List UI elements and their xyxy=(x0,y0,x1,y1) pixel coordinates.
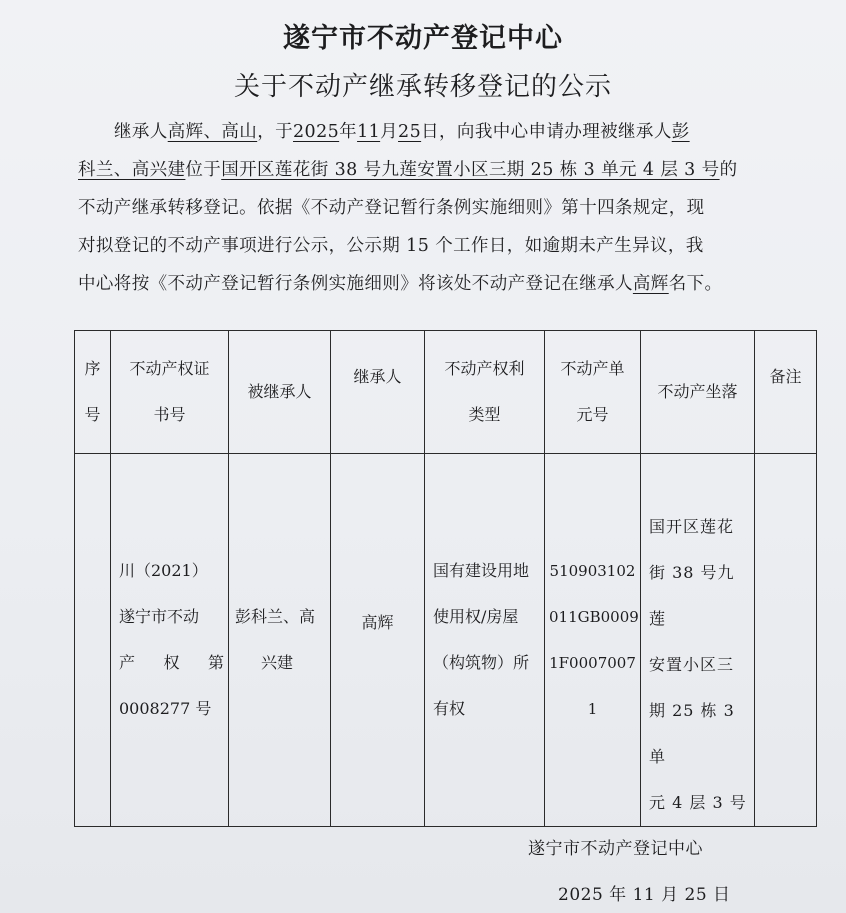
registered-heir: 高辉 xyxy=(632,274,669,294)
body-line-2 xyxy=(78,151,788,189)
text-on: ，于 xyxy=(257,122,294,142)
header-location: 不动产坐落 xyxy=(641,331,755,454)
notice-title: 关于不动产继承转移登记的公示 xyxy=(233,72,612,102)
header-unit-no: 不动产单 元号 xyxy=(545,331,641,454)
header-decedent: 被继承人 xyxy=(229,331,331,454)
text-register: 中心将按《不动产登记暂行条例实施细则》将该处不动产登记在继承人 xyxy=(78,274,633,294)
cell-remark xyxy=(755,454,817,827)
body-line-1 xyxy=(78,113,788,151)
cell-cert-no: 川（2021） 遂宁市不动 产 权 第 0008277 号 xyxy=(111,454,229,827)
heir-names: 高辉、高山 xyxy=(167,122,258,142)
header-remark: 备注 xyxy=(755,331,817,454)
cell-unit-no: 510903102 011GB0009 1F0007007 1 xyxy=(545,454,641,827)
text-name-under: 名下。 xyxy=(668,274,723,294)
text-month: 月 xyxy=(380,122,399,142)
text-of: 的 xyxy=(719,160,738,180)
decedent-names-part1: 彭 xyxy=(671,122,690,142)
text-heir-label: 继承人 xyxy=(114,122,168,142)
property-location: 国开区莲花街 38 号九莲安置小区三期 25 栋 3 单元 4 层 3 号 xyxy=(221,160,720,180)
header-cert: 不动产权证 书号 xyxy=(111,331,229,454)
body-line-4: 对拟登记的不动产事项进行公示，公示期 15 个工作日，如逾期未产生异议，我 xyxy=(78,236,704,256)
body-line-5 xyxy=(78,265,788,303)
table-row xyxy=(75,454,817,827)
table-header-row xyxy=(75,331,817,454)
apply-month: 11 xyxy=(357,122,381,142)
footer-date: 2025 年 11 月 25 日 xyxy=(558,885,731,905)
cell-location: 国开区莲花 街 38 号九莲 安置小区三 期 25 栋 3 单 元 4 层 3 号 xyxy=(641,454,755,827)
registration-table xyxy=(74,330,817,827)
cell-seq xyxy=(75,454,111,827)
decedent-names-part2: 科兰、高兴建 xyxy=(78,160,186,180)
apply-day: 25 xyxy=(398,122,422,142)
header-seq: 序 号 xyxy=(75,331,111,454)
notice-body xyxy=(78,113,788,303)
header-heir: 继承人 xyxy=(331,331,425,454)
body-line-3: 不动产继承转移登记。依据《不动产登记暂行条例实施细则》第十四条规定，现 xyxy=(78,198,705,218)
apply-year: 2025 xyxy=(293,122,340,142)
cell-right-type: 国有建设用地 使用权/房屋 （构筑物）所 有权 xyxy=(425,454,545,827)
footer-org: 遂宁市不动产登记中心 xyxy=(528,839,703,859)
cell-decedent: 彭科兰、高 兴建 xyxy=(229,454,331,827)
cell-heir: 高辉 xyxy=(331,454,425,827)
text-apply: 日，向我中心申请办理被继承人 xyxy=(421,122,672,142)
org-title: 遂宁市不动产登记中心 xyxy=(283,23,563,54)
text-year: 年 xyxy=(339,122,358,142)
text-located: 位于 xyxy=(185,160,222,180)
header-right-type: 不动产权利 类型 xyxy=(425,331,545,454)
